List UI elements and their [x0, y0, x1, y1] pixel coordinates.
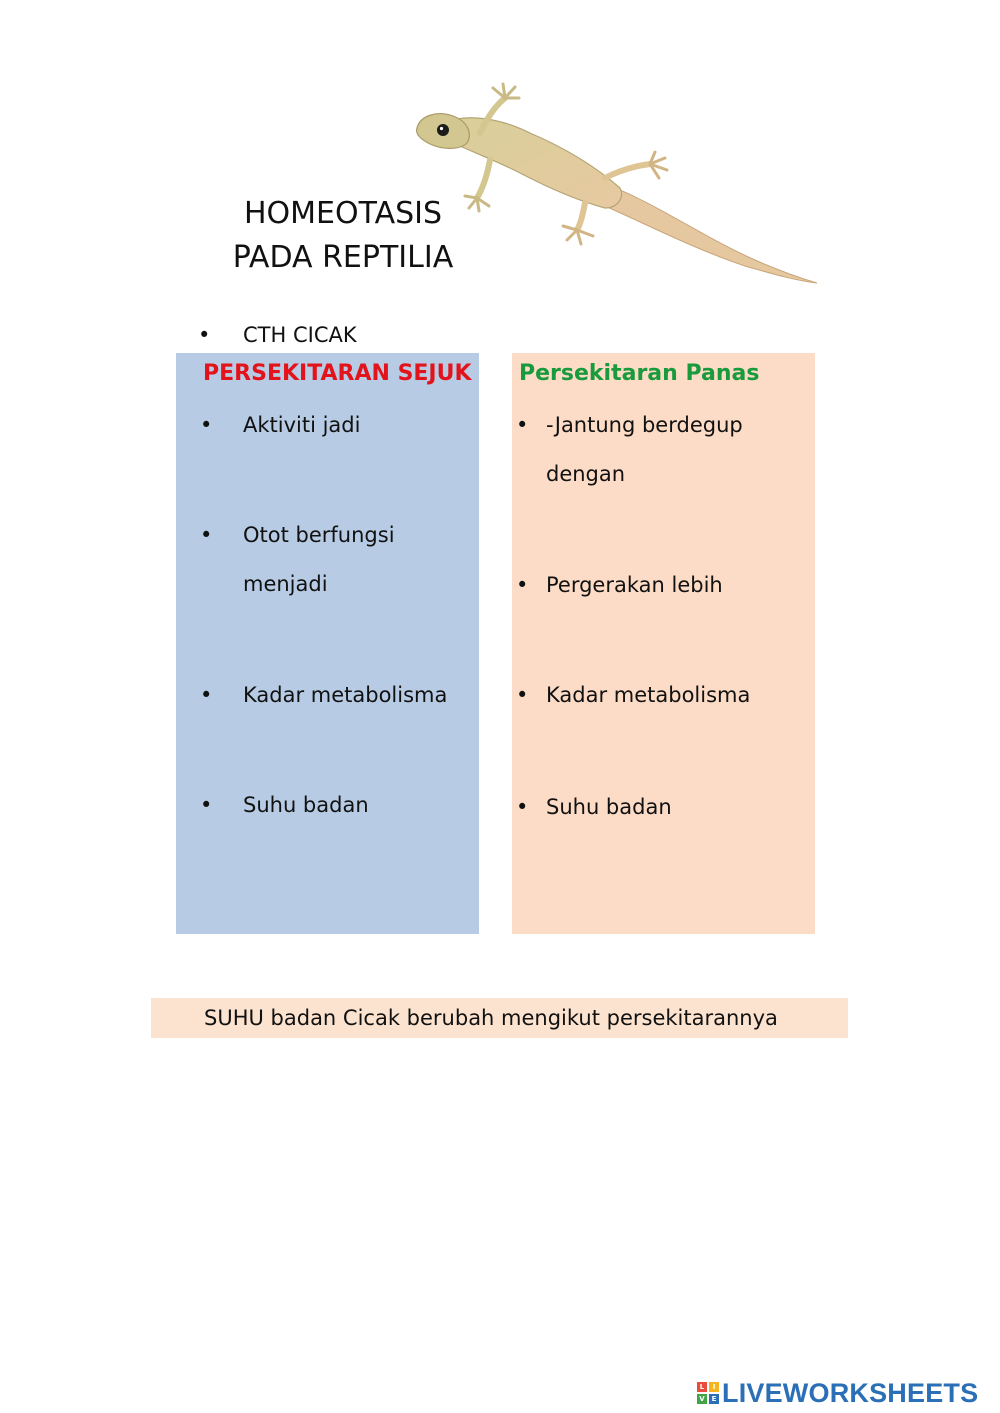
cool-item-text: Otot berfungsi menjadi — [243, 523, 395, 596]
hot-item-text: -Jantung berdegup dengan — [546, 413, 743, 486]
hot-item-movement — [516, 561, 786, 610]
hot-item-text: Suhu badan — [546, 795, 672, 819]
hot-item-heartbeat — [516, 401, 776, 499]
example-text: CTH CICAK — [243, 323, 357, 347]
bullet: • — [200, 683, 213, 707]
cool-item-text: Kadar metabolisma — [243, 683, 448, 707]
title-line-2: PADA REPTILIA — [232, 240, 454, 275]
logo-tile: V — [697, 1394, 707, 1404]
logo-tile: E — [709, 1394, 719, 1404]
bullet: • — [516, 795, 529, 819]
bullet: • — [516, 413, 529, 437]
cool-item-text: Aktiviti jadi — [243, 413, 361, 437]
hot-item-text: Kadar metabolisma — [546, 683, 751, 707]
gecko-icon — [405, 78, 825, 293]
hot-item-text: Pergerakan lebih — [546, 573, 723, 597]
bullet: • — [200, 793, 213, 817]
bullet: • — [198, 323, 211, 347]
title-line-1: HOMEOTASIS — [243, 196, 443, 231]
logo-mark-icon — [697, 1382, 719, 1404]
summary-statement: SUHU badan Cicak berubah mengikut persekitarannya — [151, 998, 848, 1038]
bullet: • — [200, 523, 213, 547]
hot-environment-panel — [512, 353, 815, 934]
cool-panel-heading: PERSEKITARAN SEJUK — [203, 361, 472, 386]
cool-item-text: Suhu badan — [243, 793, 369, 817]
liveworksheets-logo — [697, 1378, 978, 1408]
bullet: • — [516, 573, 529, 597]
bullet: • — [200, 413, 213, 437]
cool-item-metabolism — [200, 671, 483, 720]
cool-item-muscle — [200, 511, 413, 609]
cool-item-activity — [200, 401, 483, 450]
hot-item-metabolism — [516, 671, 786, 720]
logo-tile: I — [709, 1382, 719, 1392]
hot-panel-heading: Persekitaran Panas — [519, 361, 760, 386]
bullet: • — [516, 683, 529, 707]
cool-environment-panel — [176, 353, 479, 934]
example-bullet — [198, 320, 357, 350]
logo-text: LIVEWORKSHEETS — [722, 1377, 979, 1408]
logo-tile: L — [697, 1382, 707, 1392]
cool-item-body-temp — [200, 781, 483, 830]
hot-item-body-temp — [516, 783, 786, 832]
